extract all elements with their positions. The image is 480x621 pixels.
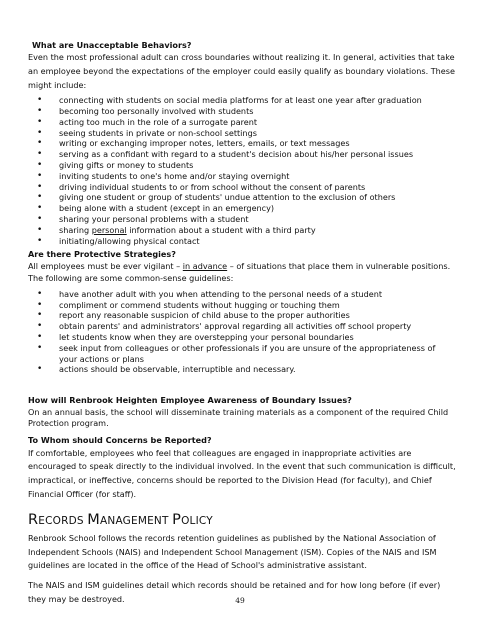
- list-item: • let students know when they are overstepping your personal boundaries: [28, 332, 456, 343]
- list-item: • sharing your personal problems with a student: [28, 214, 456, 225]
- records-para-1: Renbrook School follows the records retention guidelines as published by the National Association of Independent Schools (NAIS) and Independent School Management (ISM). Copies of the NAIS and ISM guidelines are located in the office of the Head of School's administrative assistant.: [28, 533, 437, 571]
- list-item: • actions should be observable, interruptible and necessary.: [28, 364, 456, 375]
- intro-text: – of situations that place them in vulnerable positions.: [227, 260, 451, 271]
- list-item: • driving individual students to or from school without the consent of parents: [28, 182, 456, 193]
- title-smallcaps: ANAGEMENT: [100, 515, 173, 528]
- spacer: [28, 378, 456, 395]
- list-item: • writing or exchanging improper notes, letters, emails, or text messages: [28, 138, 456, 149]
- unacceptable-intro: Even the most professional adult can cross boundaries without realizing it. In general, activities that take an employee beyond the expectations of the employer could easily qualify as boundary violations. These might include:: [28, 52, 455, 90]
- protective-intro-2: The following are some common-sense guidelines:: [28, 273, 234, 284]
- underlined-phrase: in advance: [182, 260, 228, 271]
- records-para-2: The NAIS and ISM guidelines detail which records should be retained and for how long before (if ever) they may be destroyed.: [28, 579, 441, 604]
- list-item: • serving as a confidant with regard to a student's decision about his/her personal issues: [28, 149, 456, 160]
- list-item: • obtain parents' and administrators' approval regarding all activities off school property: [28, 321, 456, 332]
- list-item: • have another adult with you when attending to the personal needs of a student: [28, 289, 456, 300]
- item-text: sharing: [59, 224, 92, 235]
- concerns-text: If comfortable, employees who feel that colleagues are engaged in inappropriate activities are encouraged to speak directly to the individual involved. In the event that such communication is difficult, impractical, or ineffective, concerns should be reported to the Division Head (for faculty), and Chief Financial Officer (for staff).: [28, 447, 456, 499]
- list-item: [28, 225, 456, 236]
- list-item: • compliment or commend students without hugging or touching them: [28, 300, 456, 311]
- list-item: • acting too much in the role of a surrogate parent: [28, 117, 456, 128]
- heading-awareness: How will Renbrook Heighten Employee Awareness of Boundary Issues?: [28, 395, 352, 406]
- list-item: • connecting with students on social media platforms for at least one year after graduation: [28, 95, 456, 106]
- title-smallcaps: ECORDS: [38, 515, 88, 528]
- awareness-text: On an annual basis, the school will disseminate training materials as a component of the required Child Protection program.: [28, 406, 449, 428]
- list-item: • seeing students in private or non-school settings: [28, 128, 456, 139]
- list-item: • giving gifts or money to students: [28, 160, 456, 171]
- heading-concerns-reported: To Whom should Concerns be Reported?: [28, 435, 212, 446]
- list-item: • initiating/allowing physical contact: [28, 236, 456, 247]
- unacceptable-behaviors-list: [28, 95, 456, 246]
- list-item: • being alone with a student (except in an emergency): [28, 203, 456, 214]
- protective-intro: [28, 261, 456, 272]
- page-number: 49: [235, 596, 245, 605]
- title-letter: M: [87, 512, 101, 529]
- list-item: • giving one student or group of students' undue attention to the exclusion of others: [28, 192, 456, 203]
- records-management-title: [28, 511, 456, 530]
- list-item: • becoming too personally involved with students: [28, 106, 456, 117]
- item-text: information about a student with a third party: [126, 224, 316, 235]
- protective-strategies-list: [28, 289, 456, 375]
- underlined-word: personal: [91, 224, 127, 235]
- title-letter: P: [172, 512, 182, 529]
- list-item: • seek input from colleagues or other professionals if you are unsure of the appropriateness of your actions or plans: [28, 343, 456, 365]
- list-item: • inviting students to one's home and/or staying overnight: [28, 171, 456, 182]
- heading-unacceptable-behaviors: What are Unacceptable Behaviors?: [32, 40, 192, 50]
- title-letter: R: [28, 512, 39, 529]
- title-smallcaps: OLICY: [181, 515, 213, 528]
- heading-protective-strategies: Are there Protective Strategies?: [28, 249, 176, 260]
- list-item: • report any reasonable suspicion of child abuse to the proper authorities: [28, 310, 456, 321]
- intro-text: All employees must be ever vigilant –: [28, 260, 183, 271]
